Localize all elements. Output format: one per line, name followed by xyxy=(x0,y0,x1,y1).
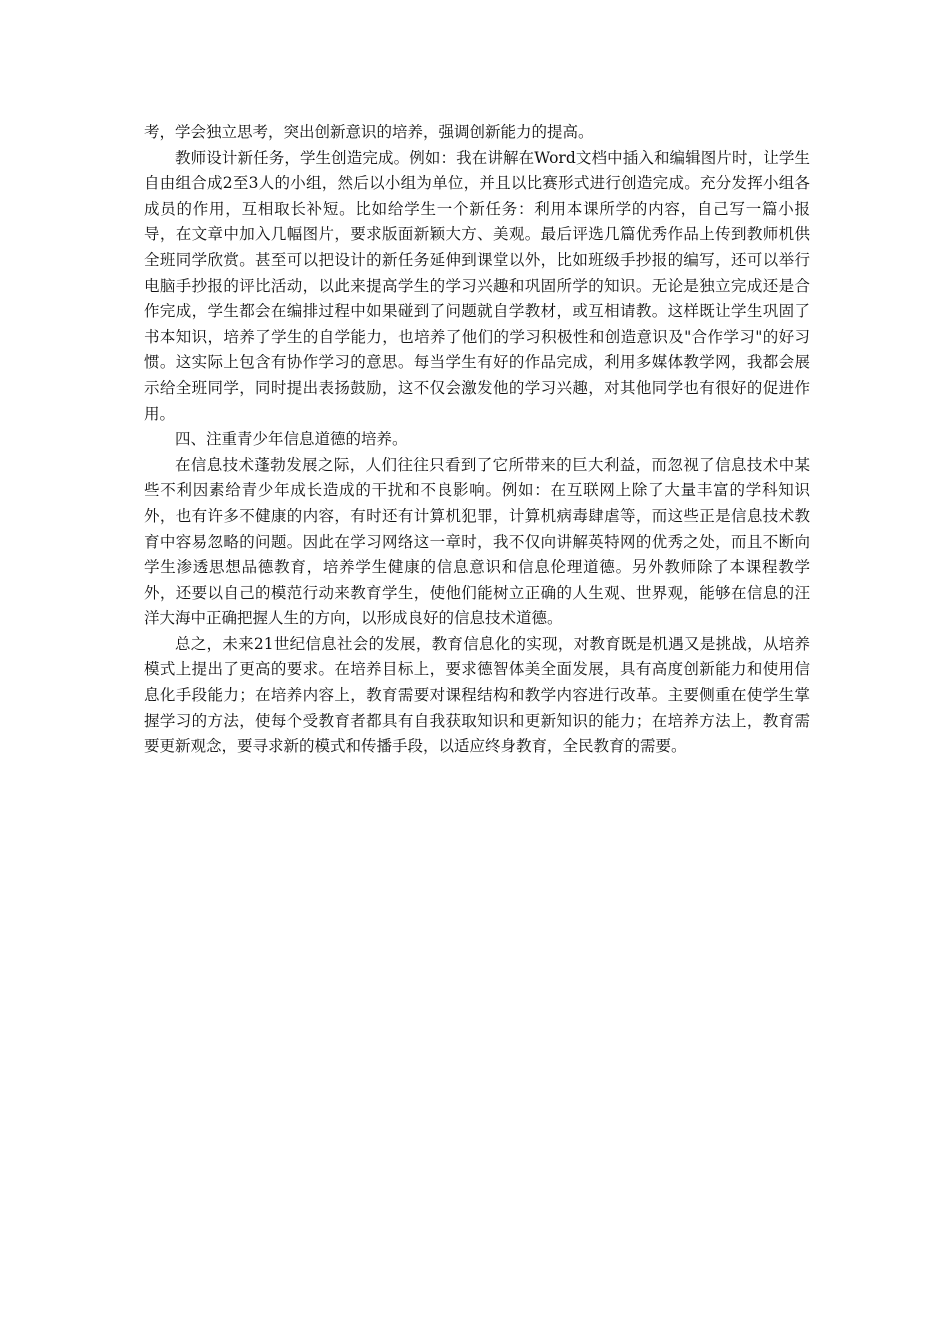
paragraph-new-task: 教师设计新任务，学生创造完成。例如：我在讲解在Word文档中插入和编辑图片时，让学生自由组合成2至3人的小组，然后以小组为单位，并且以比赛形式进行创造完成。充分发挥小组各成员的作用，互相取长补短。比如给学生一个新任务：利用本课所学的内容，自己写一篇小报导，在文章中加入几幅图片，要求版面新颖大方、美观。最后评选几篇优秀作品上传到教师机供全班同学欣赏。甚至可以把设计的新任务延伸到课堂以外，比如班级手抄报的编写，还可以举行电脑手抄报的评比活动，以此来提高学生的学习兴趣和巩固所学的知识。无论是独立完成还是合作完成，学生都会在编排过程中如果碰到了问题就自学教材，或互相请教。这样既让学生巩固了书本知识，培养了学生的自学能力，也培养了他们的学习积极性和创造意识及"合作学习"的好习惯。这实际上包含有协作学习的意思。每当学生有好的作品完成，利用多媒体教学网，我都会展示给全班同学，同时提出表扬鼓励，这不仅会激发他的学习兴趣，对其他同学也有很好的促进作用。 xyxy=(144,148,810,423)
section-heading-info-ethics: 四、注重青少年信息道德的培养。 xyxy=(175,430,408,449)
document-body xyxy=(144,120,810,760)
paragraph-info-ethics: 在信息技术蓬勃发展之际，人们往往只看到了它所带来的巨大利益，而忽视了信息技术中某些不利因素给青少年成长造成的干扰和不良影响。例如：在互联网上除了大量丰富的学科知识外，也有许多不健康的内容，有时还有计算机犯罪，计算机病毒肆虐等，而这些正是信息技术教育中容易忽略的问题。因此在学习网络这一章时，我不仅向讲解英特网的优秀之处，而且不断向学生渗透思想品德教育，培养学生健康的信息意识和信息伦理道德。另外教师除了本课程教学外，还要以自己的模范行动来教育学生，使他们能树立正确的人生观、世界观，能够在信息的汪洋大海中正确把握人生的方向，以形成良好的信息技术道德。 xyxy=(144,455,810,628)
paragraph-continuation: 考，学会独立思考，突出创新意识的培养，强调创新能力的提高。 xyxy=(144,123,594,141)
paragraph-conclusion: 总之，未来21世纪信息社会的发展，教育信息化的实现，对教育既是机遇又是挑战，从培养模式上提出了更高的要求。在培养目标上，要求德智体美全面发展，具有高度创新能力和使用信息化手段能力；在培养内容上，教育需要对课程结构和教学内容进行改革。主要侧重在使学生掌握学习的方法，使每个受教育者都具有自我获取知识和更新知识的能力；在培养方法上，教育需要更新观念，要寻求新的模式和传播手段，以适应终身教育，全民教育的需要。 xyxy=(144,634,810,756)
